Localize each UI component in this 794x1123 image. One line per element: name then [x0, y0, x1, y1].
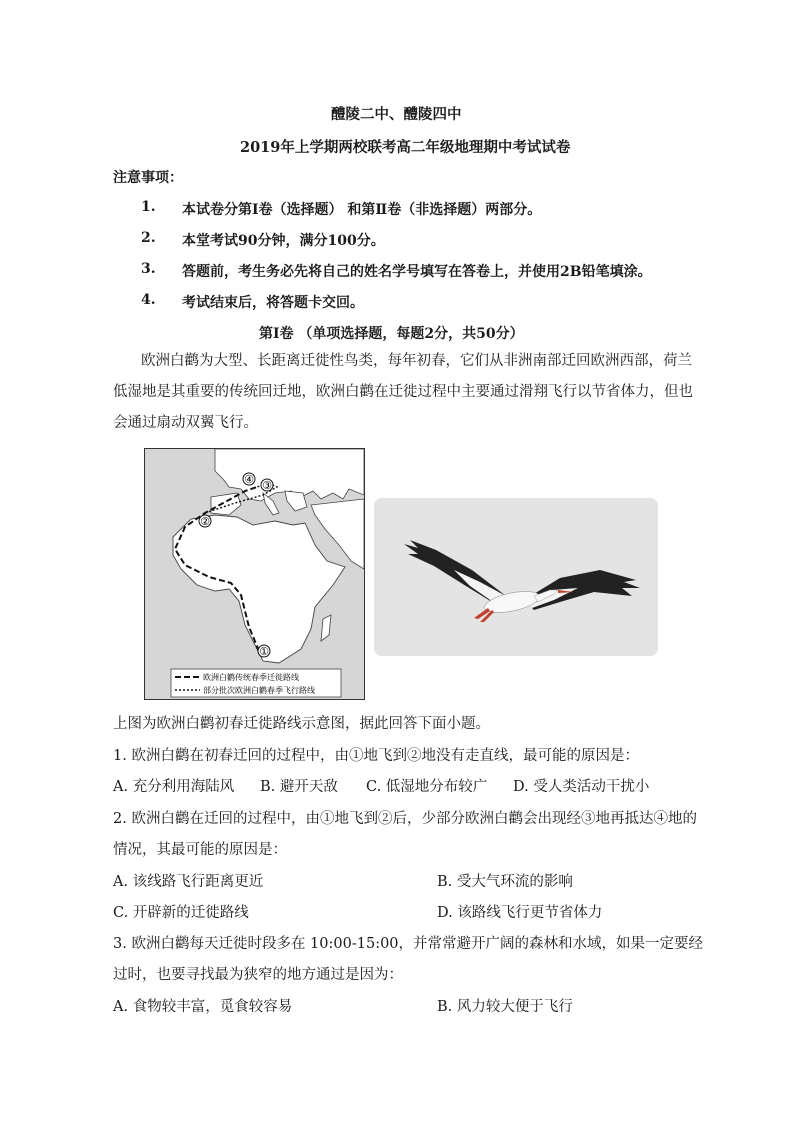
- intro-line: 低湿地是其重要的传统回迁地，欧洲白鹳在迁徙过程中主要通过滑翔飞行以节省体力，但也: [113, 384, 693, 400]
- note-number: 1.: [141, 199, 156, 215]
- option-b: B. 避开天敌: [260, 779, 338, 795]
- question-stem: 情况，其最可能的原因是：: [113, 842, 287, 858]
- section-title: 第Ⅰ卷 （单项选择题，每题2分，共50分）: [259, 326, 524, 342]
- intro-line: 欧洲白鹳为大型、长距离迁徙性鸟类，每年初春，它们从非洲南部迁回欧洲西部，荷兰: [141, 353, 692, 369]
- school-names: 醴陵二中、醴陵四中: [331, 106, 462, 123]
- option-c: C. 低湿地分布较广: [366, 779, 488, 795]
- note-number: 3.: [141, 261, 156, 277]
- note-text: 答题前，考生务必先将自己的姓名学号填写在答卷上，并使用2B铅笔填涂。: [182, 264, 652, 280]
- migration-map: [144, 448, 365, 700]
- option-a: A. 充分利用海陆风: [113, 779, 235, 795]
- intro-line: 会通过扇动双翼飞行。: [113, 415, 258, 431]
- note-number: 4.: [141, 292, 156, 308]
- stork-photo: [374, 498, 658, 656]
- map-drawing: [145, 449, 364, 699]
- question-stem: 3. 欧洲白鹳每天迁徙时段多在 10:00-15:00，并常常避开广阔的森林和水域，如果一定要经: [113, 936, 704, 952]
- question-stem: 2. 欧洲白鹳在迁回的过程中，由①地飞到②后，少部分欧洲白鹳会出现经③地再抵达④地的: [113, 811, 697, 827]
- map-label-3: ③: [262, 479, 272, 492]
- option-b: B. 受大气环流的影响: [437, 874, 573, 890]
- option-a: A. 该线路飞行距离更近: [113, 874, 264, 890]
- legend-traditional: 欧洲白鹳传统春季迁徙路线: [203, 673, 299, 682]
- figure-caption: 上图为欧洲白鹳初春迁徙路线示意图，据此回答下面小题。: [113, 716, 490, 732]
- question-stem: 过时，也要寻找最为狭窄的地方通过是因为：: [113, 967, 403, 983]
- note-text: 本试卷分第Ⅰ卷（选择题） 和第Ⅱ卷（非选择题）两部分。: [182, 202, 542, 218]
- notes-heading: 注意事项：: [113, 170, 183, 186]
- note-text: 考试结束后，将答题卡交回。: [182, 295, 364, 311]
- exam-title: 2019年上学期两校联考高二年级地理期中考试试卷: [240, 139, 571, 156]
- stork-drawing: [374, 498, 658, 656]
- map-label-2: ②: [200, 515, 210, 528]
- question-stem: 1. 欧洲白鹳在初春迁回的过程中，由①地飞到②地没有走直线，最可能的原因是：: [113, 748, 639, 764]
- option-b: B. 风力较大便于飞行: [437, 999, 573, 1015]
- map-label-4: ④: [244, 473, 254, 486]
- note-text: 本堂考试90分钟，满分100分。: [182, 233, 385, 249]
- option-a: A. 食物较丰富，觅食较容易: [113, 999, 293, 1015]
- note-number: 2.: [141, 230, 156, 246]
- map-label-1: ①: [259, 645, 269, 658]
- option-c: C. 开辟新的迁徙路线: [113, 905, 249, 921]
- option-d: D. 受人类活动干扰小: [513, 779, 650, 795]
- legend-partial: 部分批次欧洲白鹳春季飞行路线: [203, 686, 315, 695]
- option-d: D. 该路线飞行更节省体力: [437, 905, 603, 921]
